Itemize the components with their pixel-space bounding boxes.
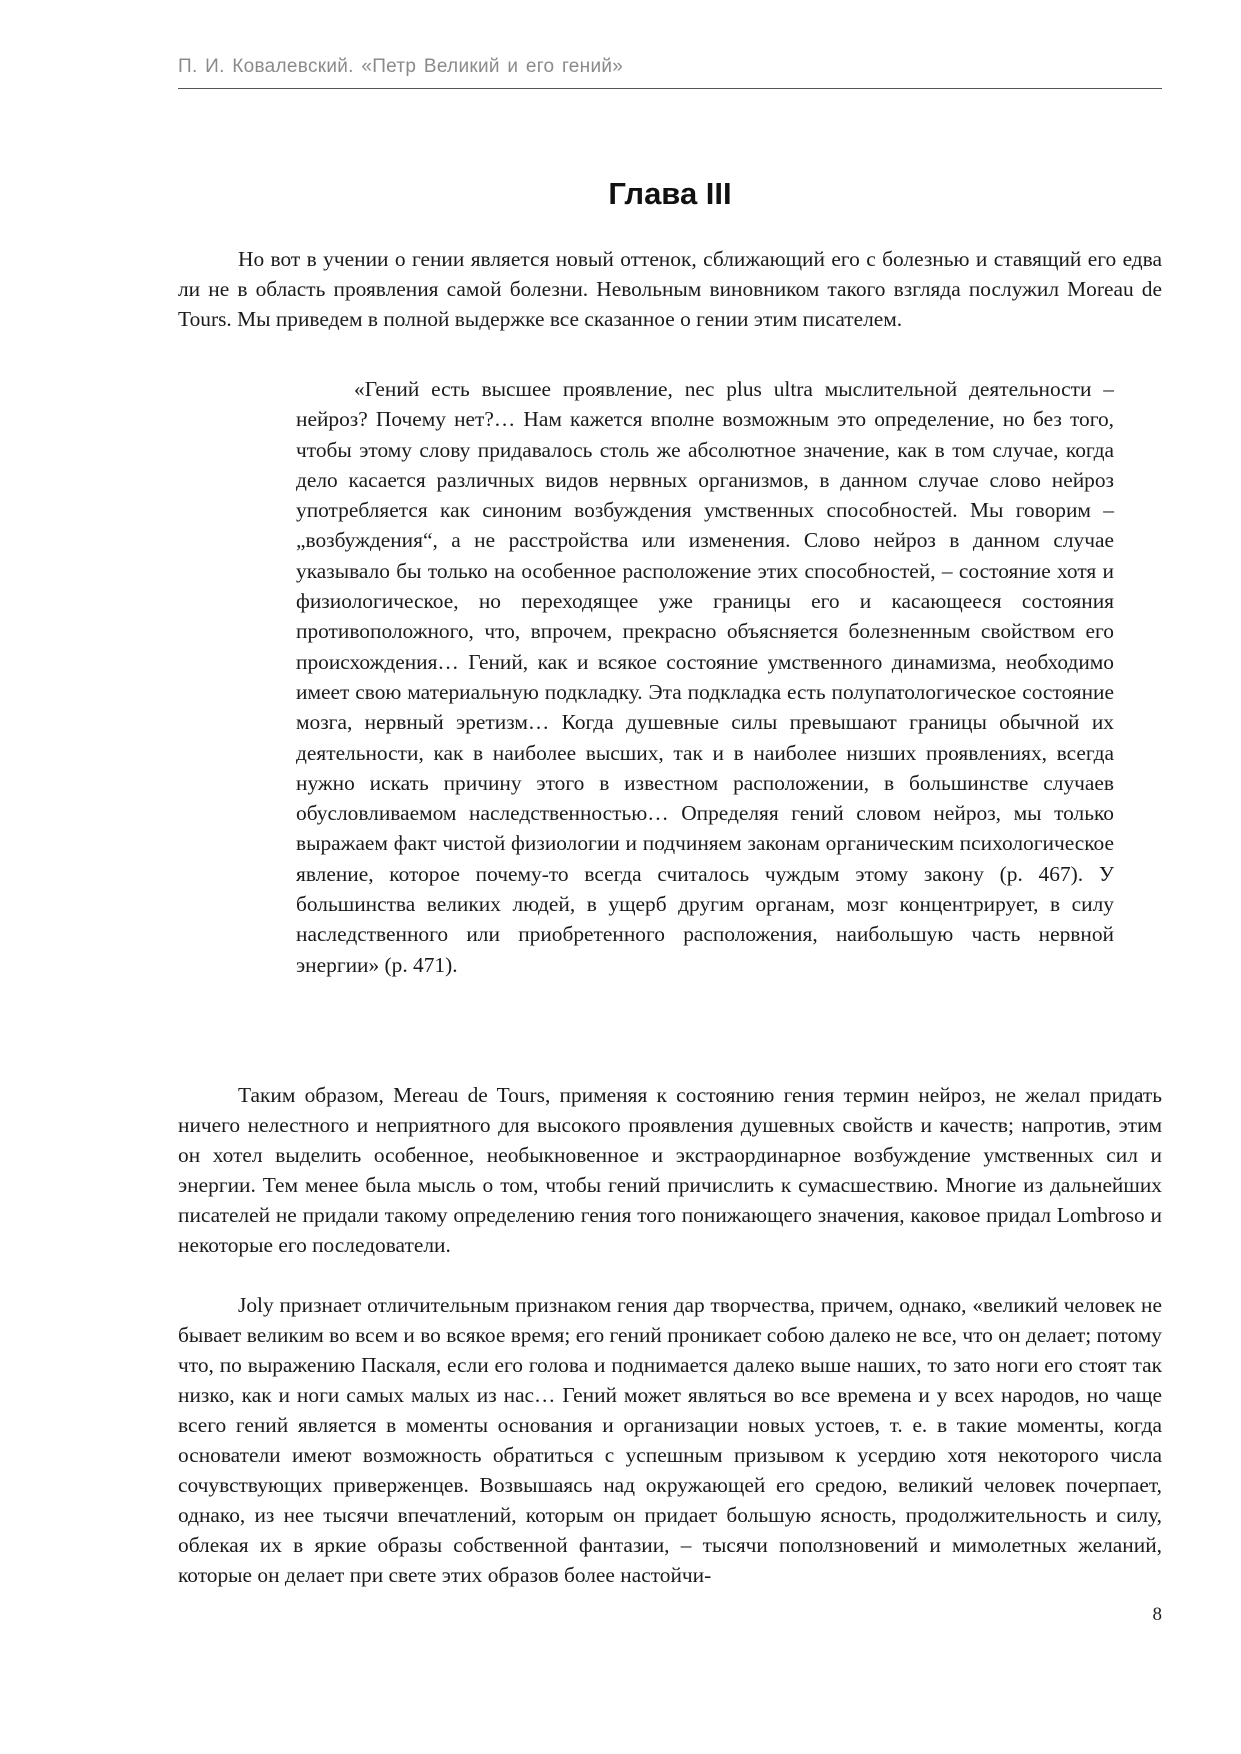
chapter-title: Глава III [608,176,732,211]
paragraph-third: Joly признает отличительным признаком гения дар творчества, причем, однако, «великий человек не бывает великим во всем и во всякое время; его гений проникает собою далеко не все, что он делает; потому что, по выражению Паскаля, если его голова и поднимается далеко выше наших, то зато ноги его стоят так низко, как и ноги самых малых из нас… Гений может являться во все времена и у всех народов, но чаще всего гений является в моменты основания и организации новых устоев, т. е. в такие моменты, когда основатели имеют возможность обратиться с успешным призывом к усердию хотя некоторого числа сочувствующих приверженцев. Возвышаясь над окружающей его средою, великий человек почерпает, однако, из нее тысячи впечатлений, которым он придает большую ясность, продолжительность и силу, облекая их в яркие образы собственной фантазии, – тысячи поползновений и мимолетных желаний, которые он делает при свете этих образов более настойчи- [178,1293,1162,1587]
paragraph-intro: Но вот в учении о гении является новый оттенок, сближающий его с болезнью и ставящий его едва ли не в область проявления самой болезни. Невольным виновником такого взгляда послужил Moreau de Tours. Мы приведем в полной выдержке все сказанное о гении этим писателем. [178,247,1162,331]
running-header: П. И. Ковалевский. «Петр Великий и его гений» [178,56,624,77]
header-divider [178,88,1162,89]
block-quote: «Гений есть высшее проявление, nec plus ultra мыслительной деятельности – нейроз? Почему нет?… Нам кажется вполне возможным это определение, но без того, чтобы этому слову придавалось столь же абсолютное значение, как в том случае, когда дело касается различных видов нервных организмов, в данном случае слово нейроз употребляется как синоним возбуждения умственных способностей. Мы говорим – „возбуждения“, а не расстройства или изменения. Слово нейроз в данном случае указывало бы только на особенное расположение этих способностей, – состояние хотя и физиологическое, но переходящее уже границы его и касающееся состояния противоположного, что, впрочем, прекрасно объясняется болезненным свойством его происхождения… Гений, как и всякое состояние умственного динамизма, необходимо имеет свою материальную подкладку. Эта подкладка есть полупатологическое состояние мозга, нервный эретизм… Когда душевные силы превышают границы обычной их деятельности, как в наиболее высших, так и в наиболее низших проявлениях, всегда нужно искать причину этого в известном расположении, в большинстве случаев обусловливаемом наследственностью… Определяя гений словом нейроз, мы только выражаем факт чистой физиологии и подчиняем законам органическим психологическое явление, которое почему-то всегда считалось чуждым этому закону (p. 467). У большинства великих людей, в ущерб другим органам, мозг концентрирует, в силу наследственного или приобретенного расположения, наибольшую часть нервной энергии» (p. 471). [296,377,1114,977]
paragraph-second: Таким образом, Mereau de Tours, применяя к состоянию гения термин нейроз, не желал придать ничего нелестного и неприятного для высокого проявления душевных свойств и качеств; напротив, этим он хотел выделить особенное, необыкновенное и экстраординарное возбуждение умственных сил и энергии. Тем менее была мысль о том, чтобы гений причислить к сумасшествию. Многие из дальнейших писателей не придали такому определению гения того понижающего значения, каковое придал Lombroso и некоторые его последователи. [178,1083,1162,1257]
page-number: 8 [1152,1604,1162,1625]
